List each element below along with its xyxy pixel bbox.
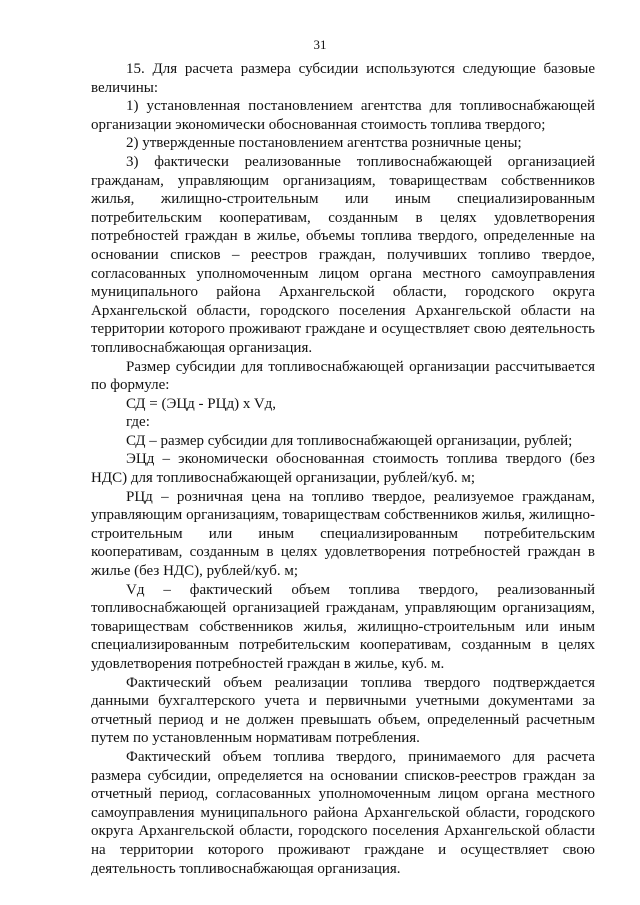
definition-rtsd: РЦд – розничная цена на топливо твердое, реализуемое гражданам, управляющим организациям, товариществам собственников жилья, жилищно-строительным или иным специализированным потребительским кооперативам, созданным в целях удовлетворения потребностей граждан в жилье (без НДС), рублей/куб. м;: [91, 488, 595, 580]
document-body: [91, 60, 595, 878]
paragraph-actual-volume-determination: Фактический объем топлива твердого, принимаемого для расчета размера субсидии, определяется на основании списков-реестров граждан за отчетный период, согласованных уполномоченным лицом органа местного самоуправления муниципального района Архангельской области, городского округа Архангельской области, городского поселения Архангельской области на территории которого проживают граждане и осуществляет свою деятельность топливоснабжающая организация.: [91, 748, 595, 877]
formula: СД = (ЭЦд - РЦд) x Vд,: [126, 395, 277, 412]
page-number: 31: [313, 37, 327, 52]
paragraph-item-3: 3) фактически реализованные топливоснабжающей организацией гражданам, управляющим организациям, товариществам собственников жилья, жилищно-строительным или иным специализированным потребительским кооперативам, созданным в целях удовлетворения потребностей граждан в жилье, объемы топлива твердого, определенные на основании списков – реестров граждан, получивших топливо твердое, согласованных уполномоченным лицом органа местного самоуправления муниципального района Архангельской области, городского округа Архангельской области, городского поселения Архангельской области на территории которого проживают граждане и осуществляет свою деятельность топливоснабжающая организация.: [91, 153, 595, 356]
formula-where: где:: [126, 414, 150, 431]
paragraph-base-values: 15. Для расчета размера субсидии используются следующие базовые величины:: [91, 61, 595, 96]
paragraph-formula-intro: Размер субсидии для топливоснабжающей организации рассчитывается по формуле:: [91, 358, 595, 394]
definition-etsd: ЭЦд – экономически обоснованная стоимость топлива твердого (без НДС) для топливоснабжающей организации, рублей/куб. м;: [91, 451, 595, 487]
paragraph-item-2: 2) утвержденные постановлением агентства розничные цены;: [126, 135, 522, 152]
paragraph-actual-volume-confirmation: Фактический объем реализации топлива твердого подтверждается данными бухгалтерского учета и первичными учетными документами за отчетный период и не должен превышать объем, определенный расчетным путем по установленным нормативам потребления.: [91, 674, 595, 747]
definition-vd: Vд – фактический объем топлива твердого, реализованный топливоснабжающей организацией гражданам, управляющим организациям, товариществам собственников жилья, жилищно-строительным или иным специализированным потребительским кооперативам, созданным в целях удовлетворения потребностей граждан в жилье, куб. м.: [91, 581, 595, 672]
paragraph-item-1: 1) установленная постановлением агентства для топливоснабжающей организации экономически обоснованная стоимость топлива твердого;: [91, 98, 595, 133]
definition-sd: СД – размер субсидии для топливоснабжающей организации, рублей;: [126, 432, 573, 449]
